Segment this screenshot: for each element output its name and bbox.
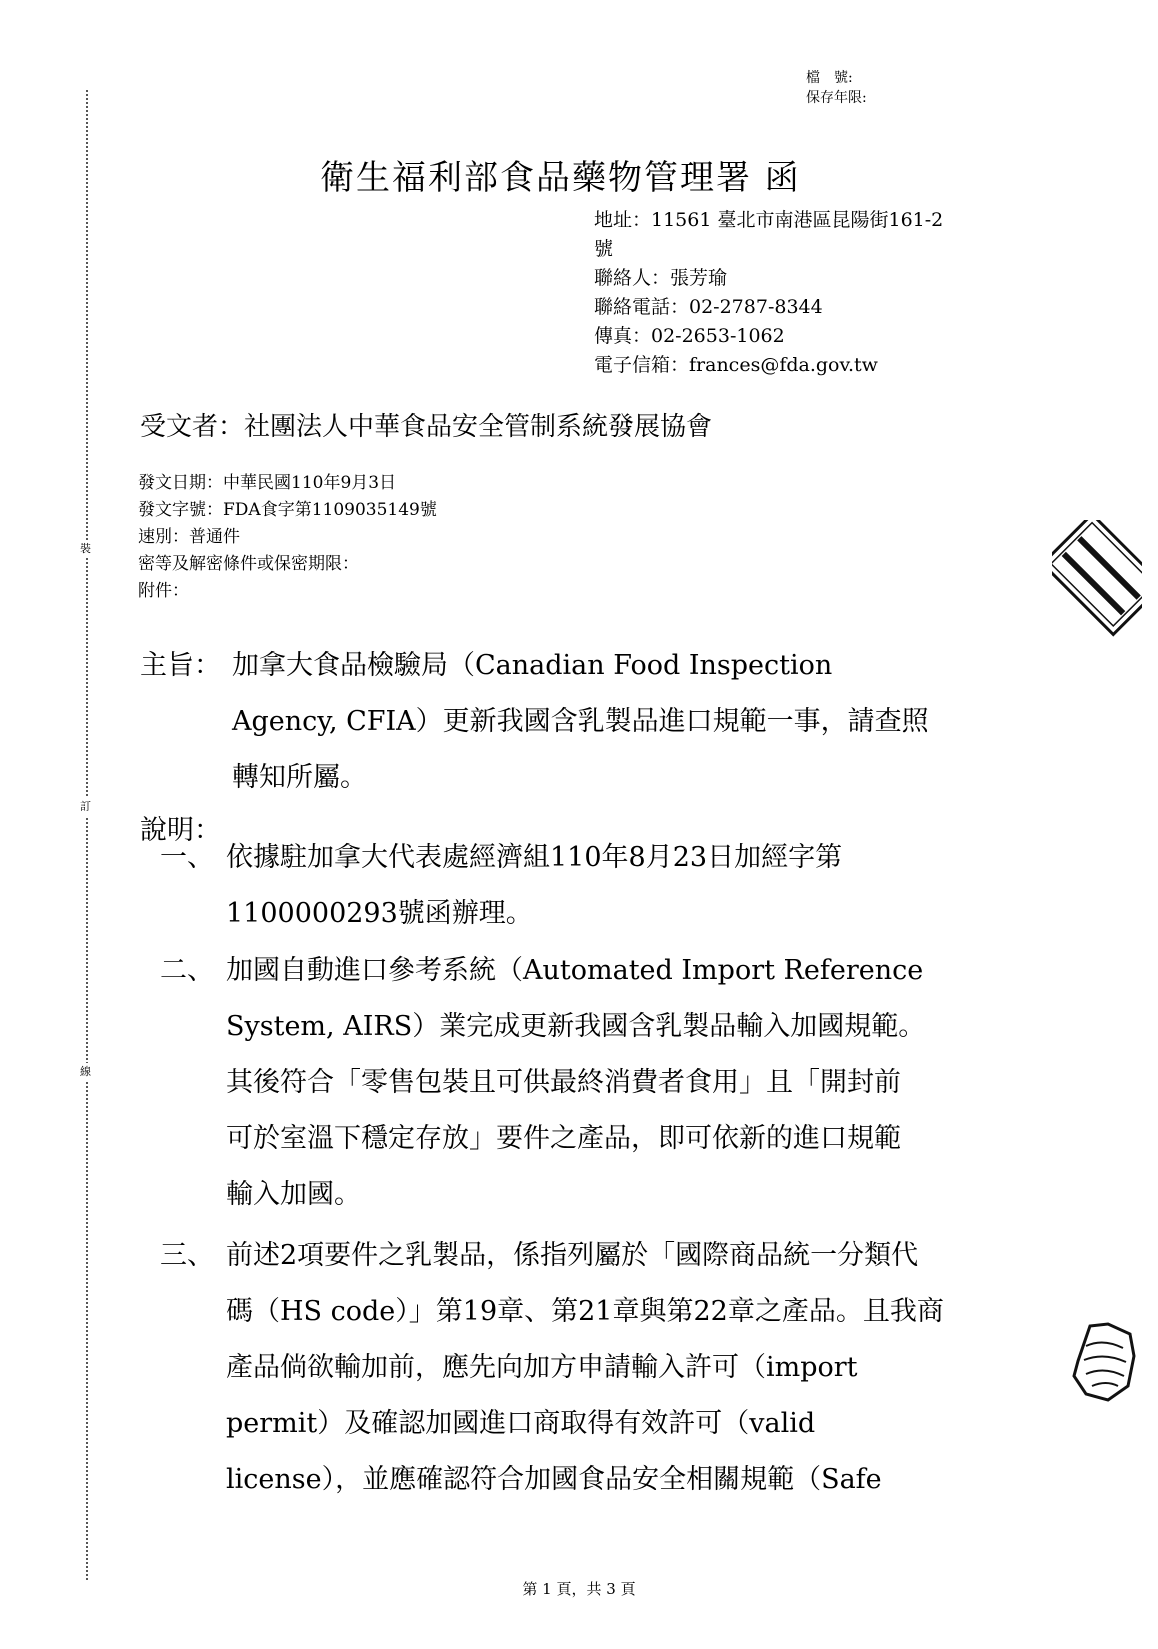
contact-phone: 聯絡電話：02-2787-8344 [594, 296, 823, 318]
explanation-item-1 [160, 830, 1030, 942]
item-line: 產品倘欲輸加前，應先向加方申請輸入許可（import [226, 1352, 858, 1383]
item-line: 碼（HS code）」第19章、第21章與第22章之產品。且我商 [226, 1296, 944, 1327]
subject-text [232, 638, 1020, 806]
subject-label: 主旨： [140, 650, 221, 681]
explanation-item-3 [160, 1228, 1030, 1508]
delivery-speed: 速別：普通件 [138, 527, 240, 547]
item-number: 一、 [160, 842, 214, 873]
page-footer: 第 1 頁，共 3 頁 [522, 1580, 636, 1598]
binding-mark-xian: 線 [80, 1063, 91, 1081]
item-line: System, AIRS）業完成更新我國含乳製品輸入加國規範。 [226, 1011, 926, 1042]
document-number: 發文字號：FDA食字第1109035149號 [138, 500, 437, 520]
contact-block [594, 206, 1014, 380]
file-meta [806, 68, 867, 108]
document-title: 衛生福利部食品藥物管理署 函 [320, 158, 801, 198]
received-stamp-icon [1052, 520, 1142, 640]
address-line-1: 地址：11561 臺北市南港區昆陽街161-2 [594, 209, 944, 231]
item-number: 二、 [160, 955, 214, 986]
binding-dotted-line [86, 90, 88, 1580]
item-number: 三、 [160, 1240, 214, 1271]
secrecy-level: 密等及解密條件或保密期限： [138, 554, 359, 574]
item-line: 依據駐加拿大代表處經濟組110年8月23日加經字第 [226, 842, 843, 873]
explanation-label: 說明： [140, 815, 221, 846]
subject-line: 加拿大食品檢驗局（Canadian Food Inspection [232, 650, 833, 681]
contact-person: 聯絡人：張芳瑜 [594, 267, 728, 289]
binding-mark-zhuang: 裝 [80, 540, 91, 558]
retention-period-label: 保存年限: [806, 90, 867, 106]
contact-fax: 傳真：02-2653-1062 [594, 325, 785, 347]
address-line-2: 號 [594, 238, 614, 260]
file-number-label: 檔 號: [806, 70, 853, 86]
item-line: 其後符合「零售包裝且可供最終消費者食用」且「開封前 [226, 1067, 901, 1098]
item-line: 可於室溫下穩定存放」要件之產品，即可依新的進口規範 [226, 1123, 901, 1154]
binding-mark-ding: 訂 [80, 798, 91, 816]
attachment-label: 附件： [138, 581, 189, 601]
issue-meta [138, 470, 437, 605]
explanation-item-2 [160, 943, 1030, 1223]
subject-line: 轉知所屬。 [232, 762, 367, 793]
item-line: 輸入加國。 [226, 1179, 361, 1210]
seal-icon [1068, 1316, 1138, 1406]
contact-email: 電子信箱：frances@fda.gov.tw [594, 354, 878, 376]
subject-line: Agency, CFIA）更新我國含乳製品進口規範一事，請查照 [232, 706, 929, 737]
item-line: license），並應確認符合加國食品安全相關規範（Safe [226, 1464, 882, 1495]
item-line: permit）及確認加國進口商取得有效許可（valid [226, 1408, 816, 1439]
issue-date: 發文日期：中華民國110年9月3日 [138, 473, 397, 493]
subject-section [140, 638, 1020, 806]
item-line: 1100000293號函辦理。 [226, 898, 533, 929]
recipient: 受文者：社團法人中華食品安全管制系統發展協會 [140, 412, 713, 442]
item-line: 加國自動進口參考系統（Automated Import Reference [226, 955, 924, 986]
item-line: 前述2項要件之乳製品，係指列屬於「國際商品統一分類代 [226, 1240, 919, 1271]
